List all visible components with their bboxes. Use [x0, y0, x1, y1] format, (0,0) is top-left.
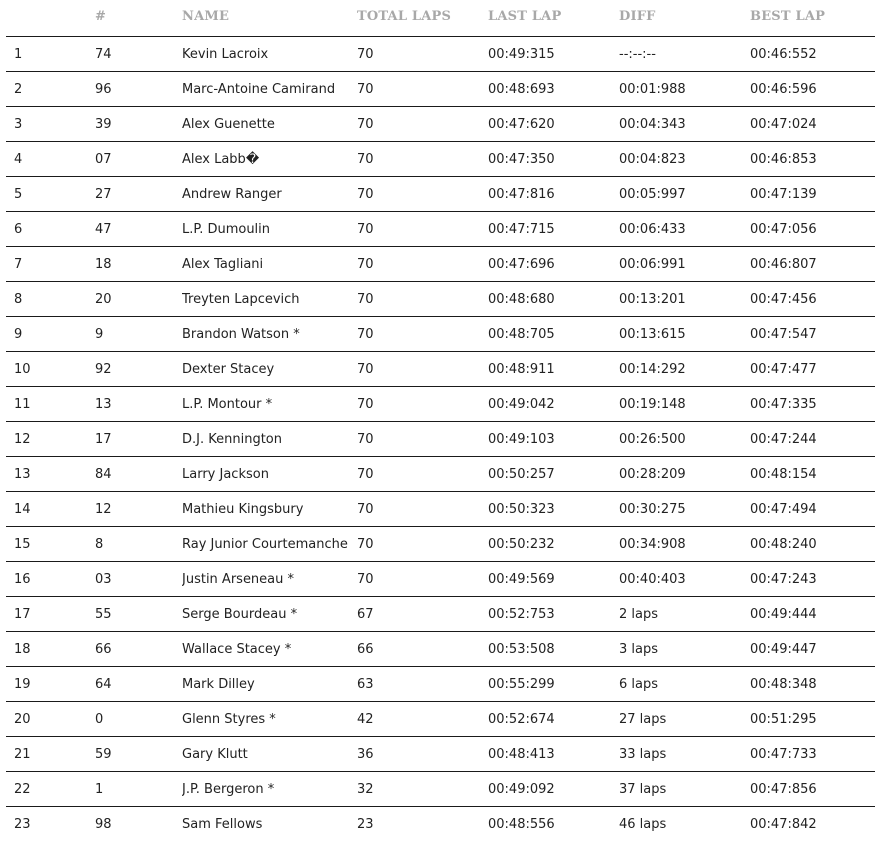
cell-diff: 46 laps [619, 816, 667, 832]
table-row [6, 632, 875, 667]
table-header [6, 0, 875, 37]
cell-best-lap: 00:51:295 [750, 702, 875, 737]
cell-last-lap: 00:48:693 [488, 72, 619, 107]
cell-position: 8 [6, 282, 95, 317]
cell-best-lap: 00:46:807 [750, 247, 875, 282]
header-name: NAME [182, 0, 357, 37]
cell-total-laps: 67 [357, 597, 488, 632]
cell-driver-name: Alex Tagliani [182, 247, 357, 282]
cell-total-laps: 70 [357, 492, 488, 527]
cell-car-number: 92 [95, 352, 182, 387]
cell-diff: --:--:-- [619, 37, 750, 72]
cell-position: 5 [6, 177, 95, 212]
cell-car-number: 03 [95, 562, 182, 597]
table-row [6, 422, 875, 457]
cell-driver-name: L.P. Montour * [182, 387, 357, 422]
cell-last-lap: 00:53:508 [488, 632, 619, 667]
cell-last-lap: 00:48:556 [488, 816, 555, 832]
cell-last-lap: 00:49:092 [488, 772, 619, 807]
cell-car-number: 27 [95, 177, 182, 212]
table-row [6, 387, 875, 422]
cell-position: 11 [6, 387, 95, 422]
cell-driver-name: Alex Labb� [182, 142, 357, 177]
cell-driver-name: Gary Klutt [182, 737, 357, 772]
table-row [6, 702, 875, 737]
cell-car-number: 47 [95, 212, 182, 247]
cell-car-number: 18 [95, 247, 182, 282]
cell-total-laps: 70 [357, 72, 488, 107]
cell-driver-name: Ray Junior Courtemanche [182, 527, 357, 562]
cell-total-laps: 70 [357, 457, 488, 492]
cell-total-laps: 70 [357, 387, 488, 422]
cell-last-lap: 00:48:413 [488, 737, 619, 772]
cell-last-lap: 00:49:042 [488, 387, 619, 422]
cell-best-lap: 00:47:056 [750, 212, 875, 247]
cell-total-laps: 70 [357, 247, 488, 282]
cell-diff: 3 laps [619, 632, 750, 667]
cell-diff: 33 laps [619, 737, 750, 772]
cell-driver-name: Larry Jackson [182, 457, 357, 492]
cell-driver-name: Andrew Ranger [182, 177, 357, 212]
table-row [6, 737, 875, 772]
cell-last-lap: 00:50:323 [488, 492, 619, 527]
cell-position: 20 [6, 702, 95, 737]
cell-total-laps: 63 [357, 667, 488, 702]
cell-driver-name: Brandon Watson * [182, 317, 357, 352]
cell-driver-name: Justin Arseneau * [182, 562, 357, 597]
table-row [6, 772, 875, 807]
cell-total-laps: 70 [357, 37, 488, 72]
cell-position: 3 [6, 107, 95, 142]
cell-car-number: 84 [95, 457, 182, 492]
cell-total-laps: 23 [357, 816, 374, 832]
cell-car-number: 64 [95, 667, 182, 702]
cell-total-laps: 66 [357, 632, 488, 667]
cell-total-laps: 70 [357, 562, 488, 597]
cell-car-number: 66 [95, 632, 182, 667]
cell-position: 12 [6, 422, 95, 457]
cell-diff: 00:06:433 [619, 212, 750, 247]
cell-last-lap: 00:52:753 [488, 597, 619, 632]
cell-last-lap: 00:49:103 [488, 422, 619, 457]
cell-total-laps: 70 [357, 282, 488, 317]
cell-position: 23 [14, 816, 31, 832]
cell-total-laps: 70 [357, 212, 488, 247]
header-best-lap: BEST LAP [750, 0, 875, 37]
cell-driver-name: Marc-Antoine Camirand [182, 72, 357, 107]
cell-car-number: 20 [95, 282, 182, 317]
cell-position: 10 [6, 352, 95, 387]
cell-diff: 00:40:403 [619, 562, 750, 597]
cell-last-lap: 00:48:680 [488, 282, 619, 317]
cell-best-lap: 00:47:547 [750, 317, 875, 352]
cell-diff: 00:14:292 [619, 352, 750, 387]
table-row [6, 177, 875, 212]
cell-best-lap: 00:47:139 [750, 177, 875, 212]
table-row [6, 597, 875, 632]
cell-total-laps: 42 [357, 702, 488, 737]
table-row [6, 667, 875, 702]
header-row [6, 0, 875, 37]
cell-position: 2 [6, 72, 95, 107]
header-position [6, 0, 95, 37]
cell-total-laps: 70 [357, 177, 488, 212]
cell-total-laps: 70 [357, 527, 488, 562]
table-body [6, 37, 875, 842]
cell-car-number: 39 [95, 107, 182, 142]
cell-best-lap: 00:48:154 [750, 457, 875, 492]
table-row [6, 37, 875, 72]
cell-last-lap: 00:55:299 [488, 667, 619, 702]
table-row [6, 807, 875, 842]
cell-best-lap: 00:48:240 [750, 527, 875, 562]
cell-driver-name: Sam Fellows [182, 816, 263, 832]
table-row [6, 282, 875, 317]
cell-last-lap: 00:47:696 [488, 247, 619, 282]
table-row [6, 142, 875, 177]
table-row [6, 107, 875, 142]
cell-total-laps: 36 [357, 737, 488, 772]
cell-last-lap: 00:50:257 [488, 457, 619, 492]
cell-last-lap: 00:52:674 [488, 702, 619, 737]
cell-driver-name: Dexter Stacey [182, 352, 357, 387]
cell-position: 19 [6, 667, 95, 702]
cell-car-number: 74 [95, 37, 182, 72]
cell-car-number: 55 [95, 597, 182, 632]
cell-driver-name: J.P. Bergeron * [182, 772, 357, 807]
cell-best-lap: 00:47:477 [750, 352, 875, 387]
cell-car-number: 17 [95, 422, 182, 457]
cell-position: 21 [6, 737, 95, 772]
cell-position: 16 [6, 562, 95, 597]
cell-position: 15 [6, 527, 95, 562]
cell-position: 1 [6, 37, 95, 72]
cell-driver-name: Glenn Styres * [182, 702, 357, 737]
cell-car-number: 07 [95, 142, 182, 177]
cell-total-laps: 70 [357, 422, 488, 457]
cell-diff: 00:06:991 [619, 247, 750, 282]
cell-total-laps: 70 [357, 352, 488, 387]
cell-position: 7 [6, 247, 95, 282]
cell-best-lap: 00:47:024 [750, 107, 875, 142]
cell-driver-name: Wallace Stacey * [182, 632, 357, 667]
cell-best-lap: 00:47:456 [750, 282, 875, 317]
cell-position: 13 [6, 457, 95, 492]
cell-diff: 27 laps [619, 702, 750, 737]
cell-best-lap: 00:48:348 [750, 667, 875, 702]
cell-total-laps: 70 [357, 107, 488, 142]
cell-car-number: 9 [95, 317, 182, 352]
cell-diff: 00:13:201 [619, 282, 750, 317]
cell-last-lap: 00:47:620 [488, 107, 619, 142]
cell-last-lap: 00:48:911 [488, 352, 619, 387]
table-row [6, 352, 875, 387]
table-row [6, 562, 875, 597]
cell-best-lap: 00:49:447 [750, 632, 875, 667]
cell-best-lap: 00:47:243 [750, 562, 875, 597]
cell-diff: 6 laps [619, 667, 750, 702]
table-row [6, 247, 875, 282]
cell-car-number: 59 [95, 737, 182, 772]
cell-diff: 2 laps [619, 597, 750, 632]
cell-position: 22 [6, 772, 95, 807]
table-row [6, 212, 875, 247]
cell-car-number: 98 [95, 816, 112, 832]
table-row [6, 317, 875, 352]
cell-diff: 00:19:148 [619, 387, 750, 422]
cell-driver-name: Mathieu Kingsbury [182, 492, 357, 527]
header-total-laps: TOTAL LAPS [357, 0, 488, 37]
cell-position: 6 [6, 212, 95, 247]
cell-diff: 00:13:615 [619, 317, 750, 352]
cell-last-lap: 00:48:705 [488, 317, 619, 352]
cell-last-lap: 00:47:816 [488, 177, 619, 212]
cell-last-lap: 00:47:350 [488, 142, 619, 177]
cell-car-number: 96 [95, 72, 182, 107]
table-row [6, 457, 875, 492]
cell-diff: 00:01:988 [619, 72, 750, 107]
cell-driver-name: Kevin Lacroix [182, 37, 357, 72]
cell-total-laps: 32 [357, 772, 488, 807]
race-results-table [6, 0, 875, 841]
cell-best-lap: 00:49:444 [750, 597, 875, 632]
table-row [6, 72, 875, 107]
cell-driver-name: Serge Bourdeau * [182, 597, 357, 632]
cell-car-number: 1 [95, 772, 182, 807]
cell-driver-name: Treyten Lapcevich [182, 282, 357, 317]
cell-car-number: 13 [95, 387, 182, 422]
cell-driver-name: L.P. Dumoulin [182, 212, 357, 247]
header-number: # [95, 0, 182, 37]
cell-last-lap: 00:49:315 [488, 37, 619, 72]
cell-last-lap: 00:50:232 [488, 527, 619, 562]
cell-position: 17 [6, 597, 95, 632]
cell-best-lap: 00:47:733 [750, 737, 875, 772]
cell-diff: 37 laps [619, 772, 750, 807]
cell-best-lap: 00:47:244 [750, 422, 875, 457]
table-row [6, 527, 875, 562]
cell-driver-name: Mark Dilley [182, 667, 357, 702]
header-diff: DIFF [619, 0, 750, 37]
cell-position: 9 [6, 317, 95, 352]
cell-best-lap: 00:46:596 [750, 72, 875, 107]
cell-diff: 00:26:500 [619, 422, 750, 457]
header-last-lap: LAST LAP [488, 0, 619, 37]
cell-diff: 00:28:209 [619, 457, 750, 492]
cell-position: 14 [6, 492, 95, 527]
cell-car-number: 12 [95, 492, 182, 527]
cell-best-lap: 00:46:853 [750, 142, 875, 177]
cell-best-lap: 00:47:335 [750, 387, 875, 422]
cell-diff: 00:05:997 [619, 177, 750, 212]
cell-total-laps: 70 [357, 317, 488, 352]
table-row [6, 492, 875, 527]
cell-diff: 00:04:823 [619, 142, 750, 177]
cell-best-lap: 00:47:856 [750, 772, 875, 807]
cell-car-number: 0 [95, 702, 182, 737]
cell-driver-name: D.J. Kennington [182, 422, 357, 457]
cell-total-laps: 70 [357, 142, 488, 177]
cell-diff: 00:34:908 [619, 527, 750, 562]
cell-position: 18 [6, 632, 95, 667]
cell-diff: 00:30:275 [619, 492, 750, 527]
cell-best-lap: 00:47:842 [750, 816, 817, 832]
cell-best-lap: 00:47:494 [750, 492, 875, 527]
cell-car-number: 8 [95, 527, 182, 562]
cell-position: 4 [6, 142, 95, 177]
cell-last-lap: 00:47:715 [488, 212, 619, 247]
cell-last-lap: 00:49:569 [488, 562, 619, 597]
cell-driver-name: Alex Guenette [182, 107, 357, 142]
cell-diff: 00:04:343 [619, 107, 750, 142]
cell-best-lap: 00:46:552 [750, 37, 875, 72]
